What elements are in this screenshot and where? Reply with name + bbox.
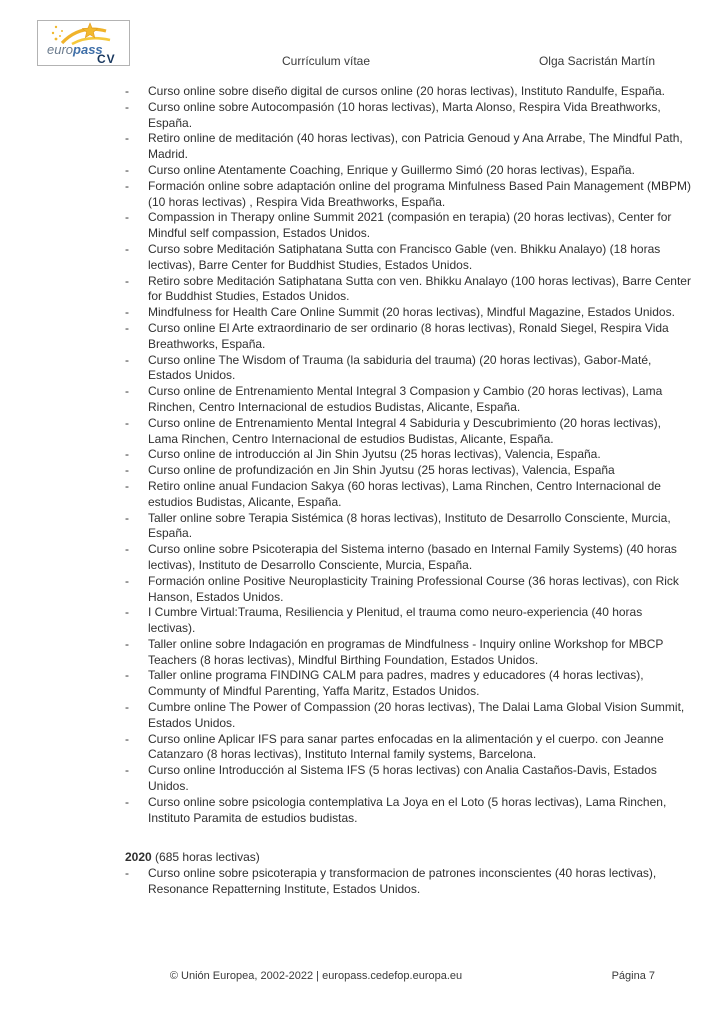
list-item [125, 866, 692, 898]
logo-cv-text: CV [97, 52, 116, 66]
course-text: Retiro online anual Fundacion Sakya (60 horas lectivas), Lama Rinchen, Centro Internacional de estudios Budistas, Alicante, España. [148, 478, 661, 509]
course-text: Curso online El Arte extraordinario de ser ordinario (8 horas lectivas), Ronald Siegel, Respira Vida Breathworks, España. [148, 320, 669, 351]
bullet-dash: - [125, 605, 129, 620]
course-text: Curso online Aplicar IFS para sanar partes enfocadas en la alimentación y el cuerpo. con Jeanne Catanzaro (8 horas lectivas), Instituto Internal family systems, Barcelona. [148, 731, 664, 762]
bullet-dash: - [125, 178, 129, 193]
course-text: Curso online The Wisdom of Trauma (la sabiduria del trauma) (20 horas lectivas), Gabor-Maté, Estados Unidos. [148, 352, 652, 383]
list-item [125, 732, 692, 764]
bullet-dash: - [125, 273, 129, 288]
course-text: Taller online sobre Terapia Sistémica (8 horas lectivas), Instituto de Desarrollo Consciente, Murcia, España. [148, 510, 671, 541]
course-text: Curso online sobre psicoterapia y transformacion de patrones inconscientes (40 horas lectivas), Resonance Repatterning Institute, Estados Unidos. [148, 866, 657, 897]
course-text: Curso online sobre psicologia contemplativa La Joya en el Loto (5 horas lectivas), Lama Rinchen, Instituto Paramita de estudios budistas. [148, 794, 667, 825]
copyright-text: © Unión Europea, 2002-2022 | europass.cedefop.europa.eu [169, 970, 463, 982]
course-text: Formación online sobre adaptación online del programa Minfulness Based Pain Management (MBPM) (10 horas lectivas) , Respira Vida Breathworks, España. [148, 178, 691, 209]
course-text: Curso online de profundización en Jin Shin Jyutsu (25 horas lectivas), Valencia, España [148, 463, 615, 478]
course-text: Mindfulness for Health Care Online Summit (20 horas lectivas), Mindful Magazine, Estados Unidos. [148, 305, 675, 320]
bullet-dash: - [125, 447, 129, 462]
bullet-dash: - [125, 510, 129, 525]
list-item [125, 242, 692, 274]
bullet-dash: - [125, 731, 129, 746]
list-item [125, 605, 692, 637]
bullet-dash: - [125, 210, 129, 225]
course-text: Taller online programa FINDING CALM para padres, madres y educadores (4 horas lectivas), Communty of Mindful Parenting, Yaffa Maritz, Estados Unidos. [148, 668, 644, 699]
list-item [125, 700, 692, 732]
document-title: Currículum vítae [281, 54, 371, 68]
course-text: Curso online de Entrenamiento Mental Integral 3 Compasion y Cambio (20 horas lectivas), Lama Rinchen, Centro Internacional de estudios Budistas, Alicante, España. [148, 384, 663, 414]
year-course-list [125, 866, 692, 898]
bullet-dash: - [125, 241, 129, 256]
logo-pass-text: pass [73, 42, 103, 57]
list-item [125, 210, 692, 242]
bullet-dash: - [125, 700, 129, 715]
bullet-dash: - [125, 463, 129, 478]
bullet-dash: - [125, 99, 129, 114]
year-hours: (685 horas lectivas) [151, 850, 260, 865]
list-item [125, 463, 692, 479]
course-list [125, 84, 692, 826]
author-name: Olga Sacristán Martín [538, 54, 655, 68]
page-header [37, 54, 655, 70]
course-text: Curso online Atentamente Coaching, Enrique y Guillermo Simó (20 horas lectivas), España. [148, 162, 635, 177]
list-item [125, 274, 692, 306]
year-heading [125, 850, 692, 866]
course-text: Compassion in Therapy online Summit 2021 (compasión en terapia) (20 horas lectivas), Center for Mindful self compassion, Estados Unidos. [148, 210, 672, 241]
list-item [125, 353, 692, 385]
list-item [125, 795, 692, 827]
list-item [125, 479, 692, 511]
list-item [125, 321, 692, 353]
bullet-dash: - [125, 305, 129, 320]
list-item [125, 384, 692, 416]
bullet-dash: - [125, 84, 129, 98]
list-item [125, 84, 692, 100]
bullet-dash: - [125, 866, 129, 881]
page-content [125, 84, 692, 898]
bullet-dash: - [125, 668, 129, 683]
course-text: Cumbre online The Power of Compassion (20 horas lectivas), The Dalai Lama Global Vision Summit, Estados Unidos. [148, 700, 685, 730]
bullet-dash: - [125, 636, 129, 651]
bullet-dash: - [125, 352, 129, 367]
bullet-dash: - [125, 384, 129, 399]
list-item [125, 447, 692, 463]
list-item [125, 668, 692, 700]
logo-euro-text: euro [47, 42, 74, 57]
course-text: Retiro sobre Meditación Satiphatana Sutta con ven. Bhikku Analayo (100 horas lectivas), Barre Center for Buddhist Studies, Estados Unidos. [148, 273, 691, 304]
bullet-dash: - [125, 131, 129, 146]
course-text: Formación online Positive Neuroplasticity Training Professional Course (36 horas lectivas), con Rick Hanson, Estados Unidos. [148, 573, 679, 604]
list-item [125, 305, 692, 321]
bullet-dash: - [125, 415, 129, 430]
course-text: Curso online de introducción al Jin Shin Jyutsu (25 horas lectivas), Valencia, España. [148, 447, 601, 462]
course-text: Curso online de Entrenamiento Mental Integral 4 Sabiduria y Descubrimiento (20 horas lectivas), Lama Rinchen, Centro Internacional de estudios Budistas, Alicante, España. [148, 415, 661, 446]
bullet-dash: - [125, 794, 129, 809]
course-text: I Cumbre Virtual:Trauma, Resiliencia y Plenitud, el trauma como neuro-experiencia (40 horas lectivas). [148, 605, 643, 636]
course-text: Curso online sobre diseño digital de cursos online (20 horas lectivas), Instituto Randulfe, España. [148, 84, 665, 98]
course-text: Taller online sobre Indagación en programas de Mindfulness - Inquiry online Workshop for MBCP Teachers (8 horas lectivas), Mindful Birthing Foundation, Estados Unidos. [148, 636, 664, 667]
list-item [125, 131, 692, 163]
list-item [125, 100, 692, 132]
course-text: Curso online sobre Psicoterapia del Sistema interno (basado en Internal Family Systems) (40 horas lectivas), Instituto de Desarrollo Consciente, Murcia, España. [148, 542, 677, 572]
bullet-dash: - [125, 763, 129, 778]
course-text: Curso online sobre Autocompasión (10 horas lectivas), Marta Alonso, Respira Vida Breathworks, España. [148, 99, 661, 130]
list-item [125, 637, 692, 669]
list-item [125, 511, 692, 543]
list-item [125, 416, 692, 448]
list-item [125, 763, 692, 795]
bullet-dash: - [125, 320, 129, 335]
course-text: Retiro online de meditación (40 horas lectivas), con Patricia Genoud y Ana Arrabe, The Mindful Path, Madrid. [148, 131, 683, 162]
list-item [125, 574, 692, 606]
course-text: Curso online Introducción al Sistema IFS (5 horas lectivas) con Analia Castaños-Davis, Estados Unidos. [148, 763, 657, 794]
year-label: 2020 [125, 850, 152, 865]
bullet-dash: - [125, 573, 129, 588]
list-item [125, 542, 692, 574]
bullet-dash: - [125, 478, 129, 493]
bullet-dash: - [125, 542, 129, 557]
bullet-dash: - [125, 162, 129, 177]
list-item [125, 179, 692, 211]
list-item [125, 163, 692, 179]
course-text: Curso sobre Meditación Satiphatana Sutta con Francisco Gable (ven. Bhikku Analayo) (18 horas lectivas), Barre Center for Buddhist Studies, Estados Unidos. [148, 241, 661, 272]
page-number: Página 7 [611, 970, 655, 982]
page-footer [37, 970, 655, 986]
